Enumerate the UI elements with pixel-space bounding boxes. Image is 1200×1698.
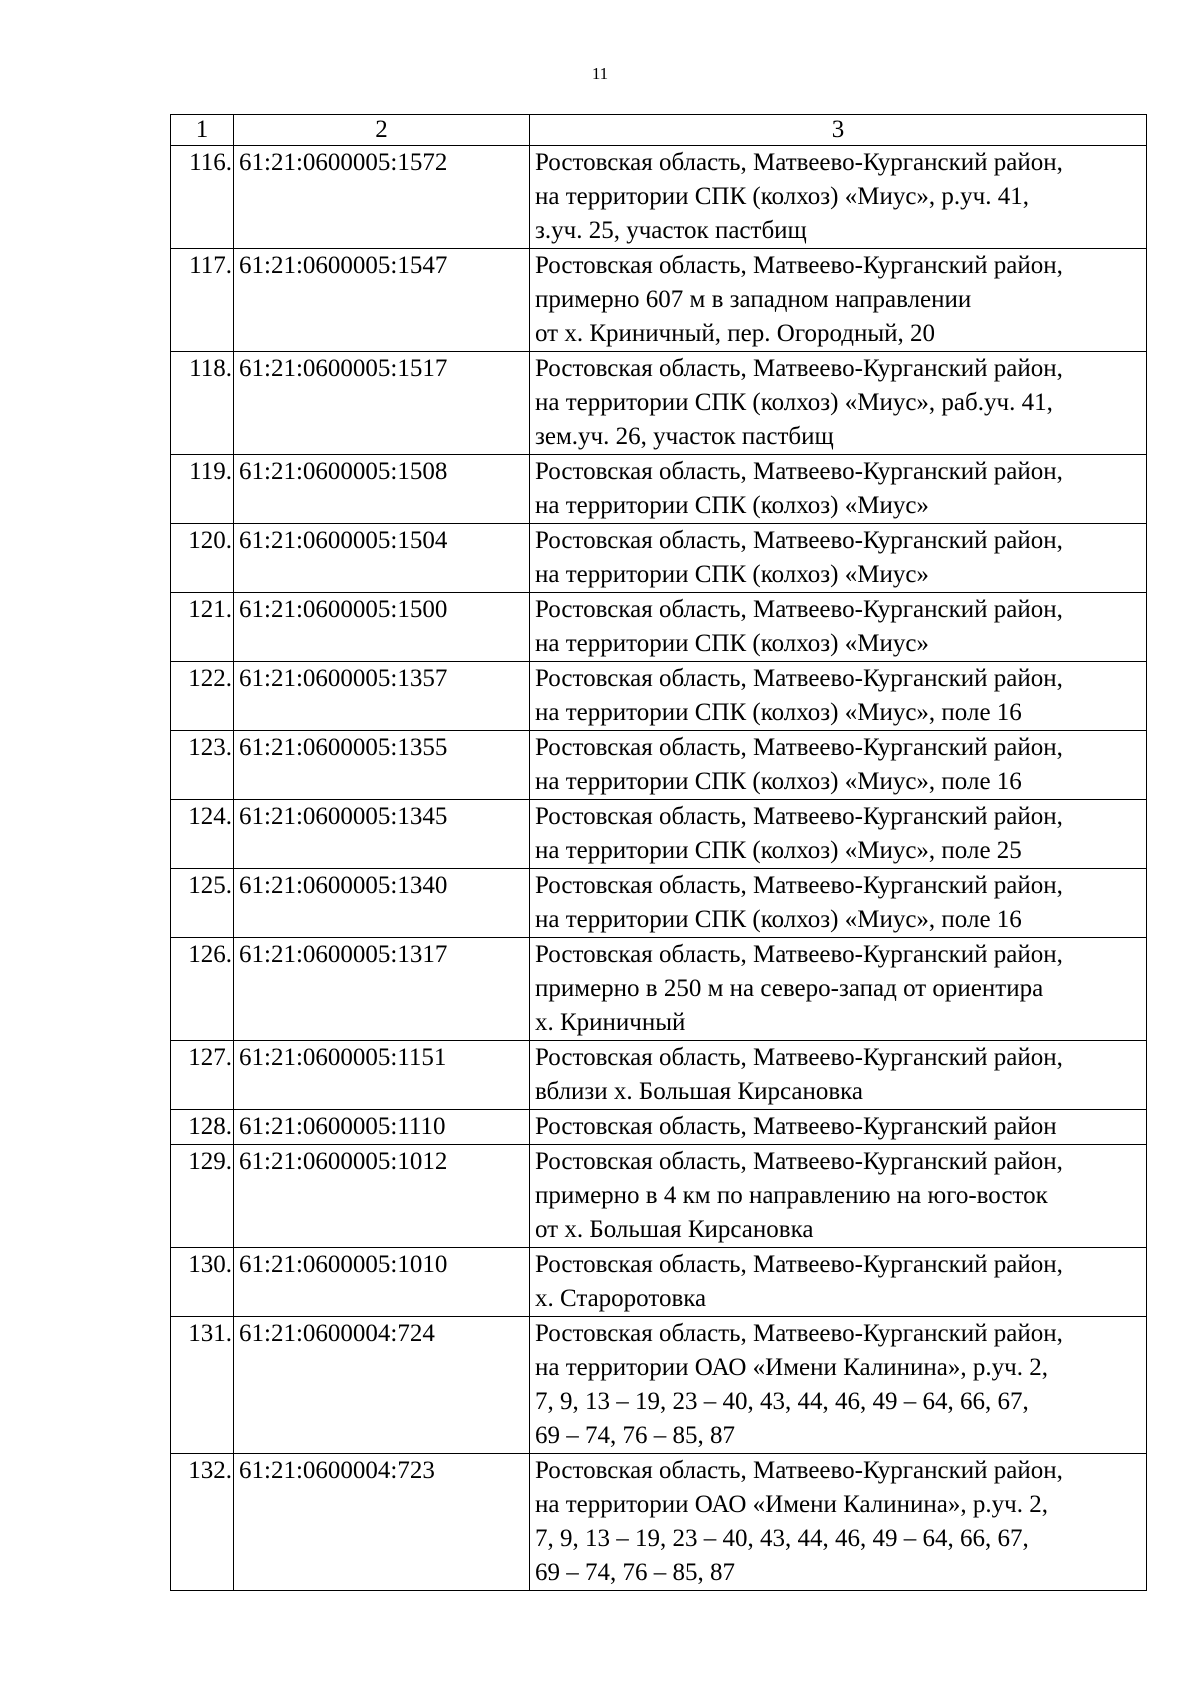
cadastral-number: 61:21:0600004:723 xyxy=(234,1454,530,1591)
parcel-address xyxy=(530,869,1147,938)
row-number: 118. xyxy=(171,352,234,455)
address-line: примерно 607 м в западном направлении xyxy=(535,286,972,313)
address-line: 69 – 74, 76 – 85, 87 xyxy=(535,1422,735,1449)
table-row xyxy=(171,731,1147,800)
column-header-number: 1 xyxy=(171,115,234,146)
address-line: вблизи х. Большая Кирсановка xyxy=(535,1078,864,1105)
row-number: 130. xyxy=(171,1248,234,1317)
cadastral-number: 61:21:0600005:1340 xyxy=(234,869,530,938)
page-number: 11 xyxy=(591,64,609,83)
cadastral-number: 61:21:0600005:1547 xyxy=(234,249,530,352)
cadastral-number: 61:21:0600005:1317 xyxy=(234,938,530,1041)
row-number: 126. xyxy=(171,938,234,1041)
table-row xyxy=(171,146,1147,249)
row-number: 119. xyxy=(171,455,234,524)
address-line: на территории СПК (колхоз) «Миус», поле 25 xyxy=(535,837,1022,864)
row-number: 116. xyxy=(171,146,234,249)
table-header-row xyxy=(171,115,1147,146)
address-line: 7, 9, 13 – 19, 23 – 40, 43, 44, 46, 49 – 64, 66, 67, xyxy=(535,1388,1029,1415)
address-line: Ростовская область, Матвеево-Курганский район xyxy=(535,1113,1057,1140)
table-row xyxy=(171,662,1147,731)
parcel-address xyxy=(530,938,1147,1041)
row-number: 121. xyxy=(171,593,234,662)
parcel-address xyxy=(530,731,1147,800)
address-line: х. Криничный xyxy=(535,1009,686,1036)
table-body xyxy=(171,146,1147,1591)
row-number: 128. xyxy=(171,1110,234,1145)
parcel-address xyxy=(530,146,1147,249)
address-line: Ростовская область, Матвеево-Курганский район, xyxy=(535,734,1063,761)
cadastral-number: 61:21:0600005:1572 xyxy=(234,146,530,249)
table-row xyxy=(171,1454,1147,1591)
address-line: на территории СПК (колхоз) «Миус», поле 16 xyxy=(535,906,1022,933)
cadastral-number: 61:21:0600005:1012 xyxy=(234,1145,530,1248)
address-line: Ростовская область, Матвеево-Курганский район, xyxy=(535,355,1063,382)
table-row xyxy=(171,455,1147,524)
table-row xyxy=(171,938,1147,1041)
row-number: 124. xyxy=(171,800,234,869)
row-number: 122. xyxy=(171,662,234,731)
address-line: зем.уч. 26, участок пастбищ xyxy=(535,423,834,450)
cadastral-number: 61:21:0600005:1500 xyxy=(234,593,530,662)
address-line: Ростовская область, Матвеево-Курганский район, xyxy=(535,1044,1063,1071)
address-line: Ростовская область, Матвеево-Курганский район, xyxy=(535,527,1063,554)
cadastral-number: 61:21:0600005:1010 xyxy=(234,1248,530,1317)
column-header-address: 3 xyxy=(530,115,1147,146)
address-line: на территории ОАО «Имени Калинина», р.уч. 2, xyxy=(535,1491,1048,1518)
cadastral-number: 61:21:0600005:1357 xyxy=(234,662,530,731)
address-line: от х. Большая Кирсановка xyxy=(535,1216,814,1243)
column-header-cadastral: 2 xyxy=(234,115,530,146)
address-line: на территории СПК (колхоз) «Миус» xyxy=(535,630,929,657)
address-line: на территории СПК (колхоз) «Миус» xyxy=(535,561,929,588)
table-row xyxy=(171,1145,1147,1248)
address-line: примерно в 4 км по направлению на юго-восток xyxy=(535,1182,1048,1209)
table-row xyxy=(171,524,1147,593)
row-number: 117. xyxy=(171,249,234,352)
table-row xyxy=(171,352,1147,455)
table-row xyxy=(171,1317,1147,1454)
parcel-address xyxy=(530,1145,1147,1248)
address-line: от х. Криничный, пер. Огородный, 20 xyxy=(535,320,935,347)
parcel-address xyxy=(530,352,1147,455)
address-line: Ростовская область, Матвеево-Курганский район, xyxy=(535,941,1063,968)
address-line: Ростовская область, Матвеево-Курганский район, xyxy=(535,596,1063,623)
address-line: Ростовская область, Матвеево-Курганский район, xyxy=(535,458,1063,485)
cadastral-number: 61:21:0600005:1504 xyxy=(234,524,530,593)
parcel-table xyxy=(170,114,1147,1591)
address-line: 7, 9, 13 – 19, 23 – 40, 43, 44, 46, 49 – 64, 66, 67, xyxy=(535,1525,1029,1552)
table-row xyxy=(171,800,1147,869)
address-line: Ростовская область, Матвеево-Курганский район, xyxy=(535,872,1063,899)
address-line: Ростовская область, Матвеево-Курганский район, xyxy=(535,252,1063,279)
address-line: Ростовская область, Матвеево-Курганский район, xyxy=(535,1457,1063,1484)
cadastral-number: 61:21:0600005:1517 xyxy=(234,352,530,455)
address-line: на территории СПК (колхоз) «Миус», поле 16 xyxy=(535,768,1022,795)
address-line: Ростовская область, Матвеево-Курганский район, xyxy=(535,1320,1063,1347)
address-line: Ростовская область, Матвеево-Курганский район, xyxy=(535,1251,1063,1278)
address-line: Ростовская область, Матвеево-Курганский район, xyxy=(535,803,1063,830)
address-line: на территории СПК (колхоз) «Миус» xyxy=(535,492,929,519)
row-number: 131. xyxy=(171,1317,234,1454)
row-number: 127. xyxy=(171,1041,234,1110)
cadastral-number: 61:21:0600005:1151 xyxy=(234,1041,530,1110)
address-line: 69 – 74, 76 – 85, 87 xyxy=(535,1559,735,1586)
table-row xyxy=(171,1248,1147,1317)
cadastral-number: 61:21:0600005:1355 xyxy=(234,731,530,800)
table-row xyxy=(171,593,1147,662)
parcel-address xyxy=(530,524,1147,593)
address-line: примерно в 250 м на северо-запад от ориентира xyxy=(535,975,1044,1002)
address-line: з.уч. 25, участок пастбищ xyxy=(535,217,807,244)
address-line: на территории СПК (колхоз) «Миус», поле 16 xyxy=(535,699,1022,726)
cadastral-number: 61:21:0600005:1110 xyxy=(234,1110,530,1145)
table-row xyxy=(171,249,1147,352)
row-number: 123. xyxy=(171,731,234,800)
parcel-address xyxy=(530,455,1147,524)
row-number: 132. xyxy=(171,1454,234,1591)
parcel-address xyxy=(530,593,1147,662)
row-number: 125. xyxy=(171,869,234,938)
row-number: 120. xyxy=(171,524,234,593)
parcel-address xyxy=(530,800,1147,869)
table-row xyxy=(171,869,1147,938)
address-line: на территории СПК (колхоз) «Миус», р.уч. 41, xyxy=(535,183,1030,210)
cadastral-number: 61:21:0600004:724 xyxy=(234,1317,530,1454)
parcel-address xyxy=(530,1317,1147,1454)
table-row xyxy=(171,1110,1147,1145)
address-line: Ростовская область, Матвеево-Курганский район, xyxy=(535,1148,1063,1175)
address-line: на территории СПК (колхоз) «Миус», раб.уч. 41, xyxy=(535,389,1053,416)
address-line: Ростовская область, Матвеево-Курганский район, xyxy=(535,149,1063,176)
cadastral-number: 61:21:0600005:1345 xyxy=(234,800,530,869)
row-number: 129. xyxy=(171,1145,234,1248)
address-line: на территории ОАО «Имени Калинина», р.уч. 2, xyxy=(535,1354,1048,1381)
address-line: Ростовская область, Матвеево-Курганский район, xyxy=(535,665,1063,692)
parcel-address xyxy=(530,249,1147,352)
table-row xyxy=(171,1041,1147,1110)
parcel-address xyxy=(530,1248,1147,1317)
parcel-address xyxy=(530,1110,1147,1145)
cadastral-number: 61:21:0600005:1508 xyxy=(234,455,530,524)
parcel-address xyxy=(530,1041,1147,1110)
parcel-address xyxy=(530,1454,1147,1591)
address-line: х. Староротовка xyxy=(535,1285,707,1312)
parcel-address xyxy=(530,662,1147,731)
